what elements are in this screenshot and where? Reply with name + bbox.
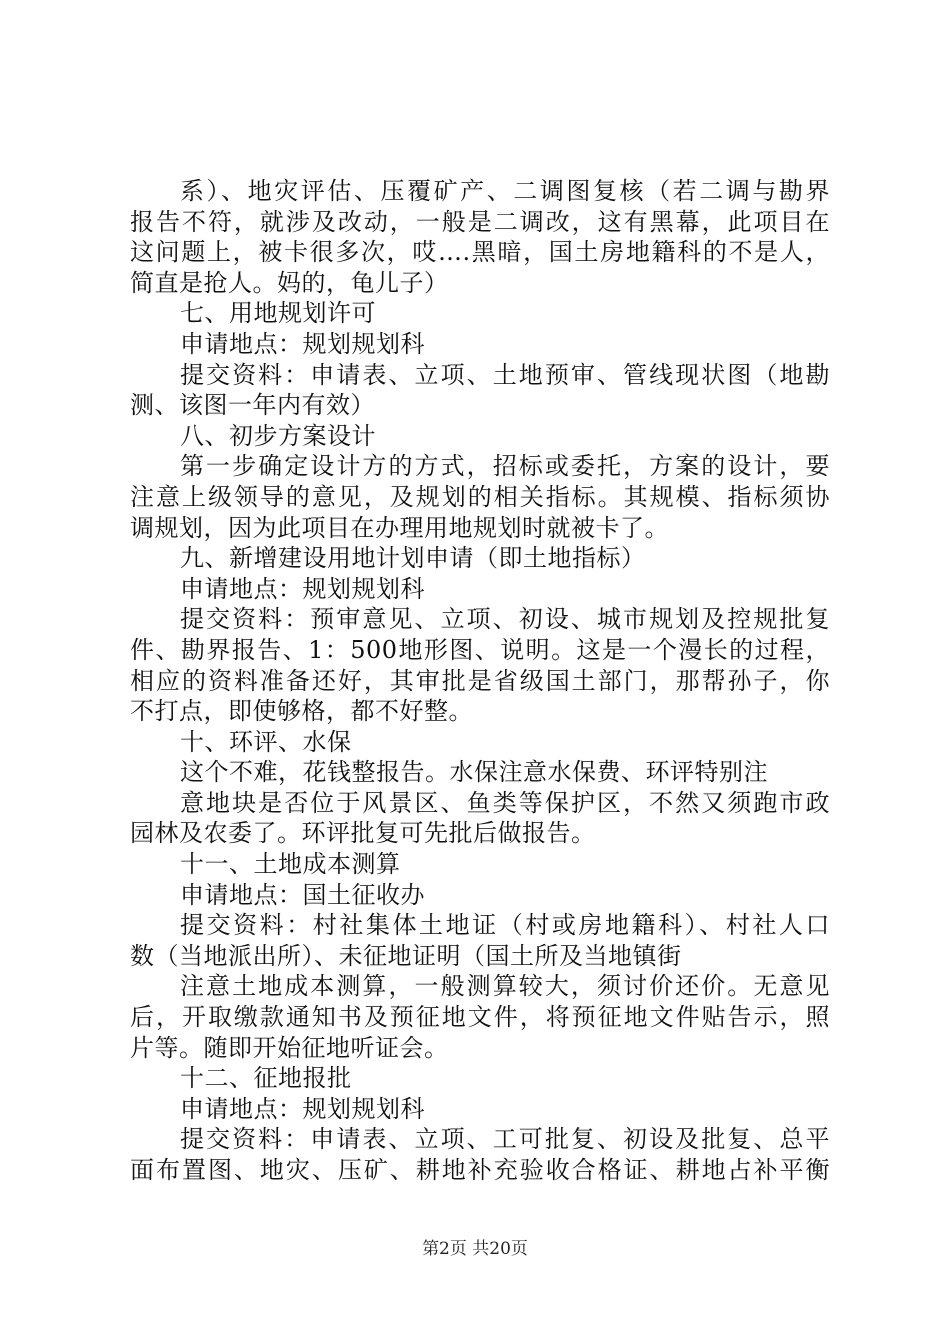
text-line: 十二、征地报批: [180, 1064, 352, 1093]
text-line: 注意土地成本测算，一般测算较大，须讨价还价。无意见: [180, 972, 830, 1001]
text-line: 第一步确定设计方的方式，招标或委托，方案的设计，要: [180, 452, 830, 481]
text-line: 提交资料：村社集体土地证（村或房地籍科）、村社人口: [180, 911, 830, 940]
text-line: 提交资料：预审意见、立项、初设、城市规划及控规批复: [180, 605, 830, 634]
text-line: 园林及农委了。环评批复可先批后做报告。: [130, 819, 596, 848]
text-line: 意地块是否位于风景区、鱼类等保护区，不然又须跑市政: [180, 788, 830, 817]
text-line: 简直是抢人。妈的，龟儿子）: [130, 268, 449, 297]
document-body: [130, 176, 830, 1186]
text-line: 测、该图一年内有效）: [130, 391, 375, 420]
text-line: 相应的资料准备还好，其审批是省级国土部门，那帮孙子，你: [130, 666, 830, 695]
text-line: 片等。随即开始征地听证会。: [130, 1033, 449, 1062]
text-line: 面布置图、地灾、压矿、耕地补充验收合格证、耕地占补平衡: [130, 1156, 830, 1184]
text-line: 提交资料：申请表、立项、土地预审、管线现状图（地勘: [180, 360, 830, 389]
text-line: 这问题上，被卡很多次，哎….黑暗，国土房地籍科的不是人，: [130, 238, 830, 267]
text-line: 不打点，即使够格，都不好整。: [130, 697, 473, 726]
text-line: 后，开取缴款通知书及预征地文件，将预征地文件贴告示，照: [130, 1003, 830, 1032]
text-line: 件、勘界报告、1：500地形图、说明。这是一个漫长的过程，: [130, 635, 830, 664]
text-line: 申请地点：国土征收办: [180, 880, 425, 909]
text-line: 申请地点：规划规划科: [180, 574, 425, 603]
text-line: 十、环评、水保: [180, 727, 352, 756]
text-line: 提交资料：申请表、立项、工可批复、初设及批复、总平: [180, 1125, 830, 1154]
text-line: 调规划，因为此项目在办理用地规划时就被卡了。: [130, 513, 669, 542]
text-line: 申请地点：规划规划科: [180, 1094, 425, 1123]
text-line: 注意上级领导的意见，及规划的相关指标。其规模、指标须协: [130, 482, 830, 511]
text-line: 申请地点：规划规划科: [180, 329, 425, 358]
text-line: 九、新增建设用地计划申请（即土地指标）: [180, 544, 646, 573]
page-number-footer: 第2页 共20页: [422, 1239, 528, 1259]
text-line: 这个不难，花钱整报告。水保注意水保费、环评特别注: [180, 758, 768, 787]
text-line: 七、用地规划许可: [180, 299, 376, 328]
text-line: 八、初步方案设计: [180, 421, 376, 450]
text-line: 数（当地派出所）、未征地证明（国土所及当地镇街: [130, 941, 682, 970]
text-line: 报告不符，就涉及改动，一般是二调改，这有黑幕，此项目在: [130, 207, 830, 236]
text-line: 十一、土地成本测算: [180, 850, 401, 879]
text-line: 系）、地灾评估、压覆矿产、二调图复核（若二调与勘界: [180, 177, 830, 205]
